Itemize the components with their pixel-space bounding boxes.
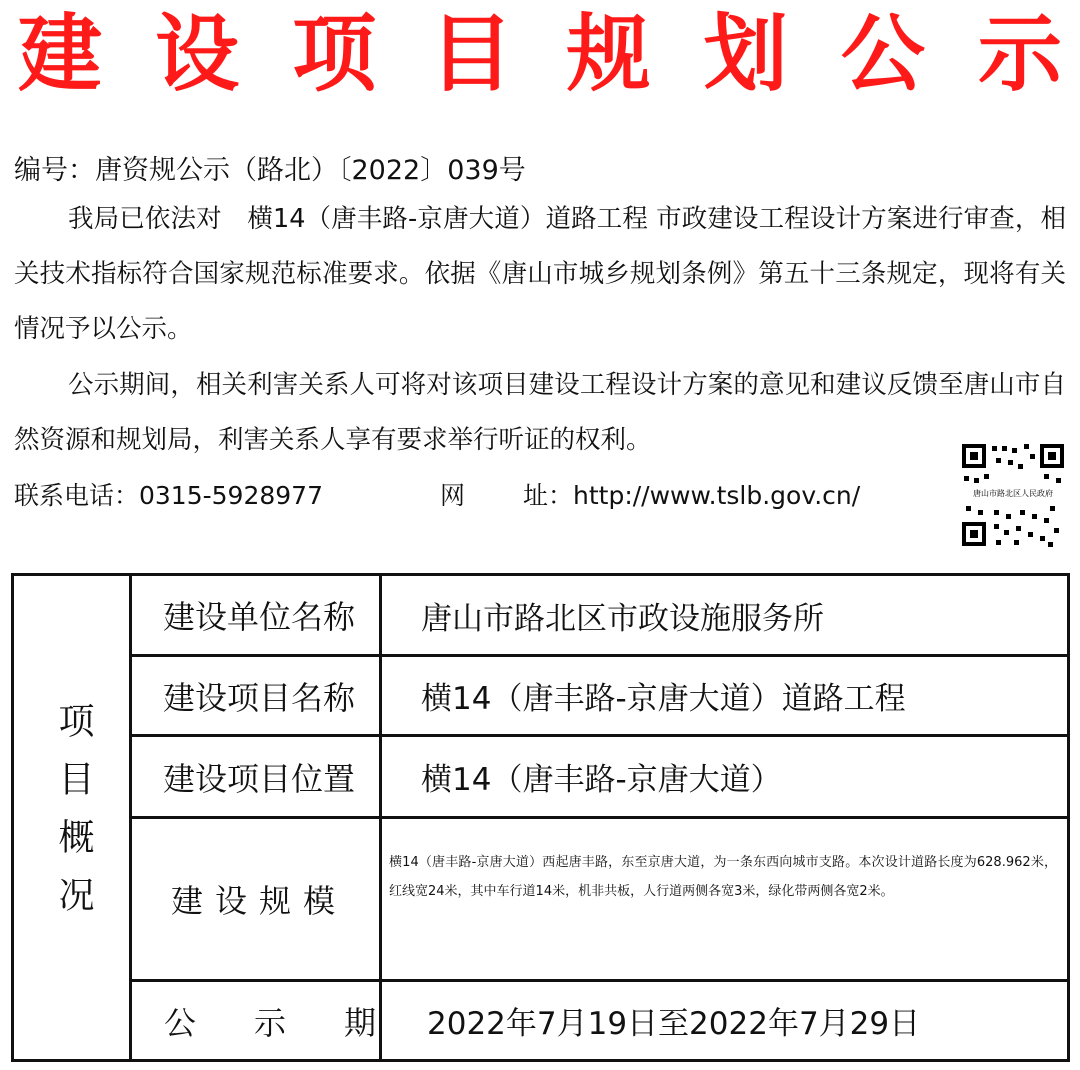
table-section-label bbox=[14, 576, 132, 1059]
contact-website[interactable] bbox=[440, 476, 860, 516]
row-label-project-location: 建设项目位置 bbox=[162, 759, 355, 798]
body-paragraph-feedback: 公示期间，相关利害关系人可将对该项目建设工程设计方案的意见和建议反馈至唐山市自然资源和规划局，利害关系人享有要求举行听证的权利。 bbox=[14, 370, 1066, 455]
row-value-project-name: 横14（唐丰路-京唐大道）道路工程 bbox=[421, 681, 906, 717]
row-value-period: 2022年7月19日至2022年7月29日 bbox=[427, 1006, 921, 1042]
website-label-first: 网 bbox=[440, 481, 466, 510]
row-label-project-name: 建设项目名称 bbox=[162, 678, 355, 717]
title-char: 目 bbox=[429, 5, 514, 103]
title-char: 示 bbox=[977, 5, 1062, 103]
row-label-builder: 建设单位名称 bbox=[162, 598, 355, 636]
contact-phone: 联系电话：0315-5928977 bbox=[14, 481, 323, 510]
qr-code[interactable] bbox=[958, 440, 1068, 550]
title-char: 建 bbox=[18, 5, 103, 103]
row-value-project-location: 横14（唐丰路-京唐大道） bbox=[421, 762, 782, 798]
section-label-text: 项目概况 bbox=[53, 701, 94, 934]
row-value-builder: 唐山市路北区市政设施服务所 bbox=[421, 600, 824, 637]
notice-title bbox=[0, 6, 1080, 102]
title-char: 规 bbox=[566, 5, 651, 103]
title-char: 设 bbox=[155, 5, 240, 103]
row-label-period: 公示期 bbox=[164, 1003, 435, 1042]
document-number: 编号：唐资规公示（路北）〔2022〕039号 bbox=[14, 155, 526, 186]
row-value-scale: 横14（唐丰路-京唐大道）西起唐丰路，东至京唐大道，为一条东西向城市支路。本次设计道路长度为628.962米，红线宽24米，其中车行道14米，机非共板，人行道两侧各宽3米，绿化带两侧各宽2米。 bbox=[389, 855, 1057, 899]
title-char: 划 bbox=[703, 5, 788, 103]
qr-code-label: 唐山市路北区人民政府 bbox=[958, 488, 1068, 500]
project-overview-table bbox=[11, 573, 1070, 1062]
body-paragraph-review: 我局已依法对 横14（唐丰路-京唐大道）道路工程 市政建设工程设计方案进行审查，相关技术指标符合国家规范标准要求。依据《唐山市城乡规划条例》第五十三条规定，现将有关情况予以公示。 bbox=[14, 204, 1066, 344]
website-label-rest[interactable]: 址：http://www.tslb.gov.cn/ bbox=[523, 481, 861, 510]
title-char: 公 bbox=[840, 5, 925, 103]
title-char: 项 bbox=[292, 5, 377, 103]
row-label-scale: 建设规模 bbox=[170, 882, 347, 920]
